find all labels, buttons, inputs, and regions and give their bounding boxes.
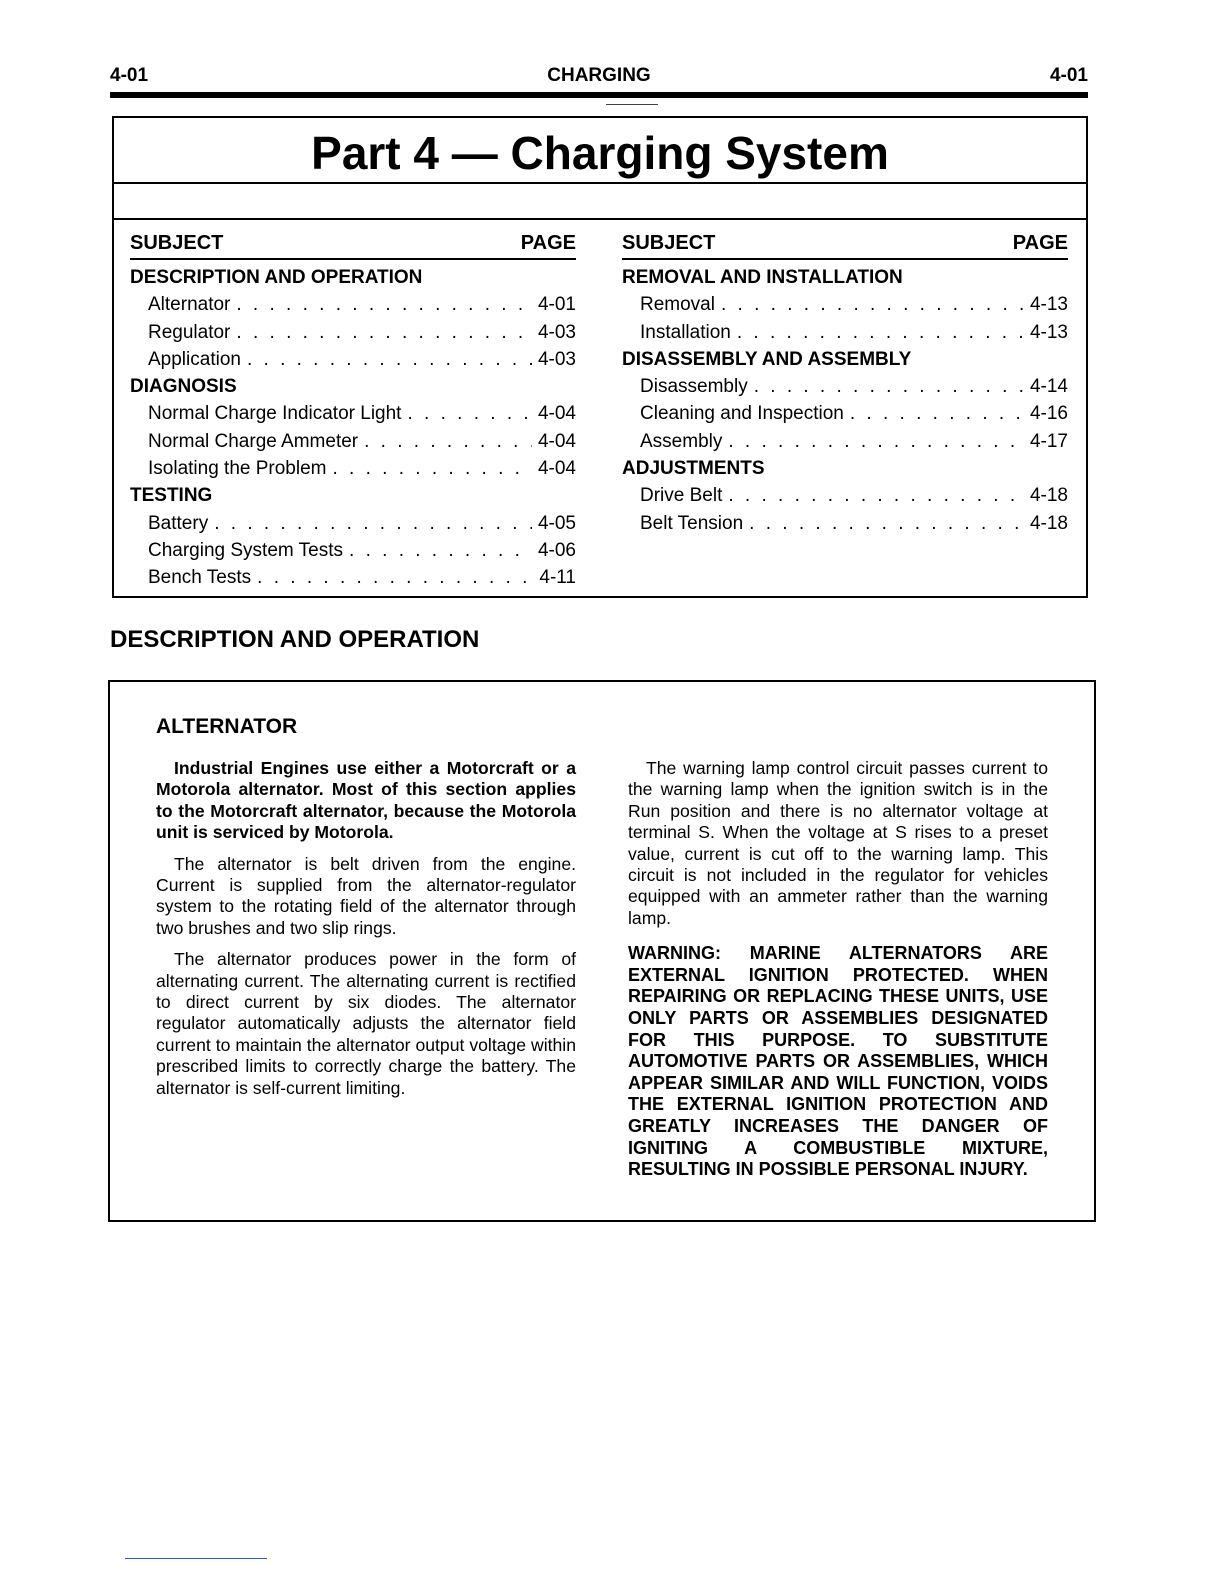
toc-entry-page: 4-01 bbox=[537, 294, 576, 316]
body-paragraph: The warning lamp control circuit passes current to the warning lamp when the ignition switch is in the Run position and there is no alternator voltage at terminal S. When the voltage at S rises to a preset value, current is cut off to the warning lamp. This circuit is not included in the regulator for vehicles equipped with an ammeter rather than the warning lamp. bbox=[628, 758, 1048, 928]
toc-entry-label: Normal Charge Indicator Light bbox=[148, 403, 402, 425]
toc-section-title: TESTING bbox=[130, 485, 213, 507]
dot-leader bbox=[407, 400, 532, 427]
toc-entry-label: Isolating the Problem bbox=[148, 458, 327, 480]
toc-entry-page: 4-03 bbox=[537, 321, 576, 343]
toc-entry-assembly[interactable] bbox=[622, 428, 1068, 455]
toc-entry-label: Cleaning and Inspection bbox=[640, 403, 844, 425]
page-heading: PAGE bbox=[1012, 232, 1068, 254]
toc-section-title: DISASSEMBLY AND ASSEMBLY bbox=[622, 348, 912, 370]
section-heading: DESCRIPTION AND OPERATION bbox=[110, 626, 480, 653]
header-rule bbox=[110, 92, 1088, 98]
toc-section-title: ADJUSTMENTS bbox=[622, 458, 765, 480]
toc-right-column bbox=[622, 228, 1068, 537]
toc-entry-cleaning-inspection[interactable] bbox=[622, 400, 1068, 427]
page-header bbox=[110, 64, 1088, 88]
toc-entry-label: Belt Tension bbox=[640, 512, 744, 534]
toc-entry-page: 4-18 bbox=[1029, 485, 1068, 507]
toc-entry-label: Bench Tests bbox=[148, 567, 252, 589]
dot-leader bbox=[236, 291, 532, 318]
toc-entry-label: Normal Charge Ammeter bbox=[148, 430, 359, 452]
dot-leader bbox=[721, 291, 1024, 318]
page-number-right: 4-01 bbox=[1049, 65, 1088, 86]
toc-entry-page: 4-05 bbox=[537, 512, 576, 534]
toc-entry-label: Charging System Tests bbox=[148, 539, 344, 561]
title-box bbox=[112, 116, 1088, 218]
toc-entry-bench-tests[interactable] bbox=[130, 564, 576, 591]
dot-leader bbox=[364, 428, 532, 455]
toc-entry-page: 4-03 bbox=[537, 348, 576, 370]
page-number-left: 4-01 bbox=[110, 65, 149, 86]
dot-leader bbox=[728, 482, 1024, 509]
toc-entry-belt-tension[interactable] bbox=[622, 510, 1068, 537]
toc-section-title: REMOVAL AND INSTALLATION bbox=[622, 267, 903, 288]
toc-entry-charging-system-tests[interactable] bbox=[130, 537, 576, 564]
page-heading: PAGE bbox=[520, 232, 576, 254]
dot-leader bbox=[257, 564, 533, 591]
toc-section-title: DESCRIPTION AND OPERATION bbox=[130, 267, 423, 288]
dot-leader bbox=[850, 400, 1024, 427]
toc-header bbox=[130, 228, 576, 260]
toc-left-column bbox=[130, 228, 576, 592]
footer-line bbox=[125, 1558, 267, 1559]
toc-entry-removal[interactable] bbox=[622, 291, 1068, 318]
dot-leader bbox=[247, 346, 532, 373]
warning-paragraph: WARNING: MARINE ALTERNATORS ARE EXTERNAL IGNITION PROTECTED. WHEN REPAIRING OR REPLACING THESE UNITS, USE ONLY PARTS OR ASSEMBLIES DESIGNATED FOR THIS PURPOSE. TO SUBSTITUTE AUTOMOTIVE PARTS OR ASSEMBLIES, WHICH APPEAR SIMILAR AND WILL FUNCTION, VOIDS THE EXTERNAL IGNITION PROTECTION AND GREATLY INCREASES THE DANGER OF IGNITING A COMBUSTIBLE MIXTURE, RESULTING IN POSSIBLE PERSONAL INJURY. bbox=[628, 943, 1048, 1180]
scan-mark bbox=[606, 104, 658, 105]
toc-entry-label: Application bbox=[148, 348, 241, 370]
table-of-contents bbox=[112, 218, 1088, 598]
alternator-heading: ALTERNATOR bbox=[156, 715, 298, 738]
toc-entry-regulator[interactable] bbox=[130, 319, 576, 346]
toc-entry-label: Disassembly bbox=[640, 376, 748, 398]
toc-entry-page: 4-04 bbox=[537, 403, 576, 425]
toc-entry-battery[interactable] bbox=[130, 510, 576, 537]
dot-leader bbox=[754, 373, 1024, 400]
toc-entry-page: 4-17 bbox=[1029, 430, 1068, 452]
body-paragraph: The alternator is belt driven from the engine. Current is supplied from the alternator-regulator system to the rotating field of the alternator through two brushes and two slip rings. bbox=[156, 853, 576, 938]
toc-entry-page: 4-14 bbox=[1029, 376, 1068, 398]
alternator-box bbox=[108, 680, 1096, 1222]
dot-leader bbox=[728, 428, 1024, 455]
dot-leader bbox=[749, 510, 1024, 537]
alternator-right-column bbox=[628, 758, 1048, 1191]
toc-entry-label: Drive Belt bbox=[640, 485, 723, 507]
dot-leader bbox=[236, 319, 532, 346]
toc-header bbox=[622, 228, 1068, 260]
toc-entry-installation[interactable] bbox=[622, 319, 1068, 346]
toc-entry-disassembly[interactable] bbox=[622, 373, 1068, 400]
toc-entry-label: Battery bbox=[148, 512, 209, 534]
toc-entry-page: 4-18 bbox=[1029, 512, 1068, 534]
toc-entry-alternator[interactable] bbox=[130, 291, 576, 318]
dot-leader bbox=[214, 510, 532, 537]
toc-entry-page: 4-11 bbox=[539, 567, 576, 589]
toc-section-title: DIAGNOSIS bbox=[130, 376, 237, 398]
toc-entry-label: Alternator bbox=[148, 294, 231, 316]
toc-entry-drive-belt[interactable] bbox=[622, 482, 1068, 509]
toc-entry-page: 4-06 bbox=[537, 539, 576, 561]
dot-leader bbox=[349, 537, 532, 564]
toc-entry-page: 4-04 bbox=[537, 430, 576, 452]
toc-entry-isolating-problem[interactable] bbox=[130, 455, 576, 482]
dot-leader bbox=[737, 319, 1024, 346]
page-title: Part 4 — Charging System bbox=[311, 127, 889, 179]
toc-entry-page: 4-04 bbox=[537, 458, 576, 480]
dot-leader bbox=[333, 455, 532, 482]
toc-entry-label: Installation bbox=[640, 321, 731, 343]
toc-entry-page: 4-16 bbox=[1029, 403, 1068, 425]
toc-entry-charge-indicator-light[interactable] bbox=[130, 400, 576, 427]
title-divider bbox=[114, 182, 1086, 184]
toc-entry-label: Assembly bbox=[640, 430, 723, 452]
subject-heading: SUBJECT bbox=[622, 232, 716, 254]
toc-entry-page: 4-13 bbox=[1029, 321, 1068, 343]
toc-entry-label: Regulator bbox=[148, 321, 231, 343]
toc-entry-charge-ammeter[interactable] bbox=[130, 428, 576, 455]
alternator-left-column bbox=[156, 758, 576, 1109]
toc-entry-page: 4-13 bbox=[1029, 294, 1068, 316]
toc-entry-application[interactable] bbox=[130, 346, 576, 373]
running-section-title: CHARGING bbox=[547, 65, 651, 86]
body-paragraph: The alternator produces power in the form of alternating current. The alternating current is rectified to direct current by six diodes. The alternator regulator automatically adjusts the alternator field current to maintain the alternator output voltage within prescribed limits to correctly charge the battery. The alternator is self-current limiting. bbox=[156, 949, 576, 1098]
subject-heading: SUBJECT bbox=[130, 232, 224, 254]
toc-entry-label: Removal bbox=[640, 294, 715, 316]
intro-paragraph: Industrial Engines use either a Motorcraft or a Motorola alternator. Most of this section applies to the Motorcraft alternator, because the Motorola unit is serviced by Motorola. bbox=[156, 758, 576, 843]
